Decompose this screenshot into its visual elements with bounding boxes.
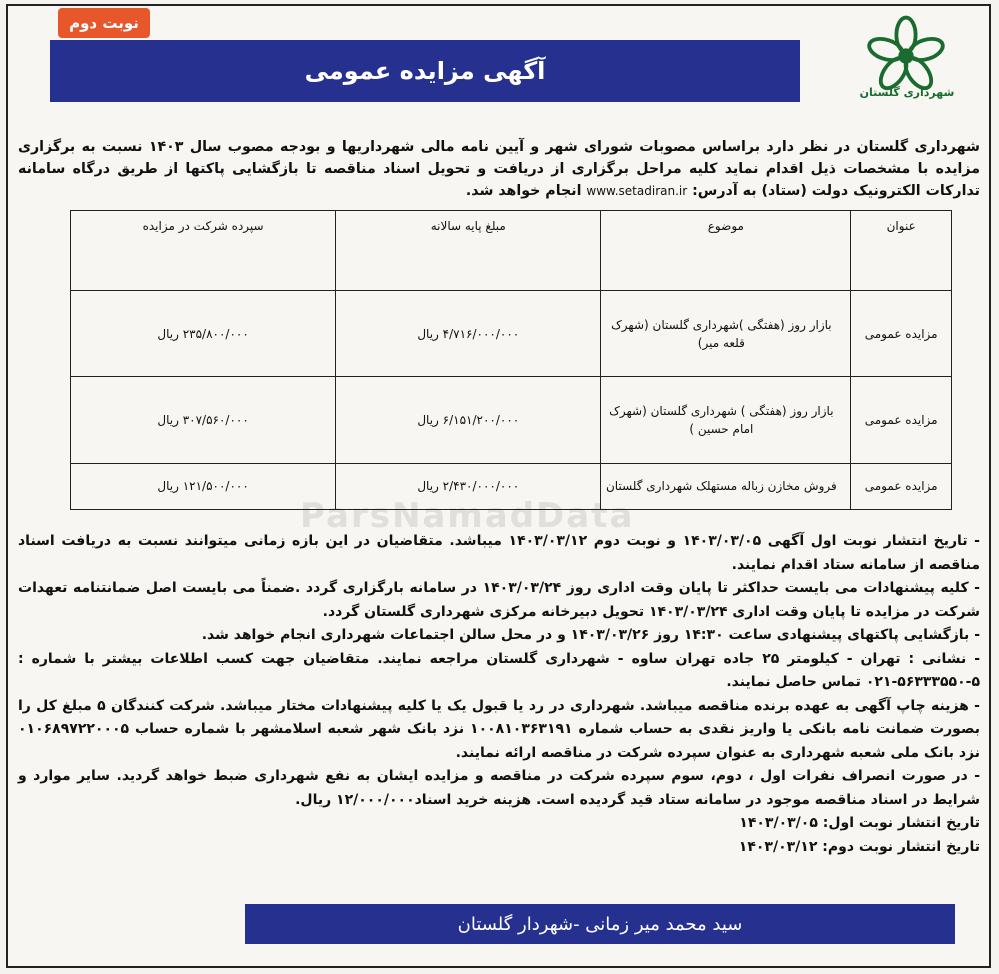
ad-title: آگهی مزایده عمومی bbox=[50, 40, 800, 102]
table-row bbox=[71, 291, 952, 377]
table-row bbox=[71, 463, 952, 509]
row-title: مزایده عمومی bbox=[851, 377, 952, 463]
row-subject: فروش مخازن زباله مستهلک شهرداری گلستان bbox=[601, 463, 851, 509]
body-paragraph: - در صورت انصراف نفرات اول ، دوم، سوم سپرده شرکت در مناقصه و مزایده ایشان به نفع شهرداری ضبط خواهد گردید. سایر موارد و شرایط در اسناد مناقصه موجود در سامانه ستاد قید گردیده است. هزینه خرید اسناد۱۲/۰۰۰/۰۰۰ ریال. bbox=[18, 768, 980, 808]
header-base-amount: مبلغ پایه سالانه bbox=[336, 211, 601, 291]
body-paragraph: - بازگشایی پاکتهای پیشنهادی ساعت ۱۴:۳۰ روز ۱۴۰۳/۰۳/۲۶ و در محل سالن اجتماعات شهرداری انجام خواهد شد. bbox=[201, 627, 980, 643]
auction-table bbox=[70, 210, 952, 510]
row-deposit: ۳۰۷/۵۶۰/۰۰۰ ریال bbox=[71, 377, 336, 463]
logo-caption: شهرداری گلستان bbox=[859, 86, 955, 99]
row-deposit: ۲۳۵/۸۰۰/۰۰۰ ریال bbox=[71, 291, 336, 377]
body-paragraph: - هزینه چاپ آگهی به عهده برنده مناقصه میباشد. شهرداری در رد یا قبول یک یا کلیه پیشنهادات مختار میباشد. شرکت کنندگان ۵ مبلغ کل را بصورت ضمانت نامه بانکی یا واریز نقدی به حساب شماره ۱۰۰۸۱۰۳۶۳۱۹۱ نزد بانک شهر شعبه اسلامشهر با شماره حساب ۰۱۰۶۸۹۷۲۲۰۰۰۵ نزد بانک ملی شعبه شهرداری به عنوان سپرده شرکت در مناقصه ارائه نمایند. bbox=[18, 697, 981, 761]
body-paragraph: - تاریخ انتشار نوبت اول آگهی ۱۴۰۳/۰۳/۰۵ و نوبت دوم ۱۴۰۳/۰۳/۱۲ میباشد. متقاضیان در این بازه زمانی میتوانند نسبت به دریافت اسناد مناقصه از سامانه ستاد اقدام نمایند. bbox=[18, 533, 980, 573]
row-deposit: ۱۲۱/۵۰۰/۰۰۰ ریال bbox=[71, 463, 336, 509]
body-paragraph: - کلیه پیشنهادات می بایست حداکثر تا پایان وقت اداری روز ۱۴۰۳/۰۳/۲۴ در سامانه بارگزاری گردد .ضمناً می بایست اصل ضمانتنامه تعهدات شرکت در مزایده تا پایان وقت اداری ۱۴۰۳/۰۳/۲۴ تحویل دبیرخانه مرکزی شهرداری گلستان گردد. bbox=[18, 580, 980, 620]
row-title: مزایده عمومی bbox=[851, 463, 952, 509]
ad-body bbox=[18, 530, 980, 859]
signature-bar: سید محمد میر زمانی -شهردار گلستان bbox=[245, 904, 955, 944]
header-deposit: سپرده شرکت در مزایده bbox=[71, 211, 336, 291]
header-title: عنوان bbox=[851, 211, 952, 291]
row-base-amount: ۲/۴۳۰/۰۰۰/۰۰۰ ریال bbox=[336, 463, 601, 509]
row-subject: بازار روز (هفتگی )شهرداری گلستان (شهرک قلعه میر) bbox=[601, 291, 851, 377]
body-paragraph: - نشانی : تهران - کیلومتر ۲۵ جاده تهران ساوه - شهرداری گلستان مراجعه نمایند. متقاضیان جهت کسب اطلاعات بیشتر با شماره : ۵-۵۶۳۳۳۵۵۰-۰۲۱ تماس حاصل نمایند. bbox=[18, 650, 980, 690]
table-header-row bbox=[71, 211, 952, 291]
first-publish-date: تاریخ انتشار نوبت اول: ۱۴۰۳/۰۳/۰۵ bbox=[739, 815, 980, 831]
intro-tail: انجام خواهد شد. bbox=[465, 183, 582, 199]
intro-text: شهرداری گلستان در نظر دارد براساس مصوبات شورای شهر و آیین نامه مالی شهرداریها و بودجه مصوب سال ۱۴۰۳ نسبت به برگزاری مزایده با مشخصات ذیل اقدام نماید کلیه مراحل برگزاری از دریافت و تحویل اسناد مناقصه تا بازگشایی پاکتها از طریق درگاه سامانه تدارکات الکترونیک دولت (ستاد) به آدرس: bbox=[18, 139, 980, 199]
row-subject: بازار روز (هفتگی ) شهرداری گلستان (شهرک امام حسین ) bbox=[601, 377, 851, 463]
table-row bbox=[71, 377, 952, 463]
intro-paragraph bbox=[18, 136, 980, 202]
header-subject: موضوع bbox=[601, 211, 851, 291]
issue-badge: نوبت دوم bbox=[58, 8, 150, 38]
setad-link[interactable]: www.setadiran.ir bbox=[586, 184, 688, 198]
row-base-amount: ۴/۷۱۶/۰۰۰/۰۰۰ ریال bbox=[336, 291, 601, 377]
row-base-amount: ۶/۱۵۱/۲۰۰/۰۰۰ ریال bbox=[336, 377, 601, 463]
row-title: مزایده عمومی bbox=[851, 291, 952, 377]
second-publish-date: تاریخ انتشار نوبت دوم: ۱۴۰۳/۰۳/۱۲ bbox=[738, 838, 980, 855]
